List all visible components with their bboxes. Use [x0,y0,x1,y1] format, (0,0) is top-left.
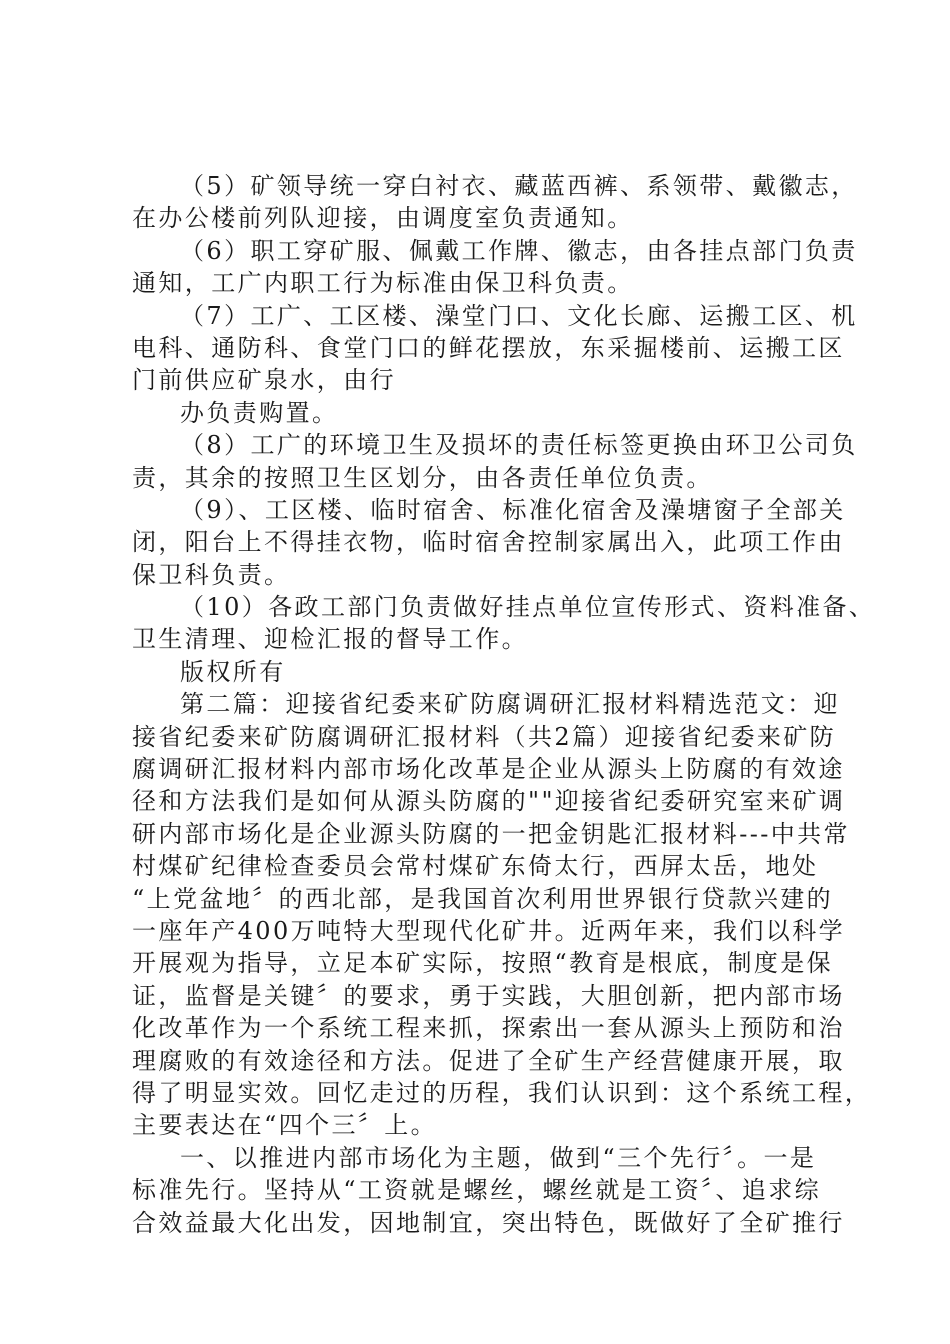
text-line: 村煤矿纪律检查委员会常村煤矿东倚太行，西屏太岳，地处 [132,852,819,881]
text-line: 电科、通防科、食堂门口的鲜花摆放，东采掘楼前、运搬工区 [132,333,845,362]
text-line: 闭，阳台上不得挂衣物，临时宿舍控制家属出入，此项工作由 [132,528,845,557]
text-line: （7）工广、工区楼、澡堂门口、文化长廊、运搬工区、机 [180,301,858,330]
document-body [132,170,876,1239]
text-line: 办负责购置。 [180,398,339,427]
text-line: （6）职工穿矿服、佩戴工作牌、徽志，由各挂点部门负责 [180,236,858,265]
text-line: 在办公楼前列队迎接，由调度室负责通知。 [132,204,634,233]
text-line: 卫生清理、迎检汇报的督导工作。 [132,625,528,654]
text-line: 接省纪委来矿防腐调研汇报材料（共2篇）迎接省纪委来矿防 [132,722,837,751]
text-line: （9）、工区楼、临时宿舍、标准化宿舍及澡塘窗子全部关 [180,495,846,524]
text-line: 理腐败的有效途径和方法。促进了全矿生产经营健康开展，取 [132,1046,845,1075]
text-line: （5）矿领导统一穿白衬衣、藏蓝西裤、系领带、戴徽志， [180,172,858,200]
text-line: “上党盆地〞的西北部，是我国首次利用世界银行贷款兴建的 [132,884,834,913]
text-line: 合效益最大化出发，因地制宜，突出特色，既做好了全矿推行 [132,1208,845,1237]
text-line: 腐调研汇报材料内部市场化改革是企业从源头上防腐的有效途 [132,755,845,784]
text-line: 开展观为指导，立足本矿实际，按照“教育是根底，制度是保 [132,949,834,978]
text-line: （10）各政工部门负责做好挂点单位宣传形式、资料准备、 [180,593,876,622]
text-line: 化改革作为一个系统工程来抓，探索出一套从源头上预防和治 [132,1014,845,1043]
text-line: 门前供应矿泉水，由行 [132,366,396,395]
text-line: 通知，工广内职工行为标准由保卫科负责。 [132,269,634,298]
text-line: 得了明显实效。回忆走过的历程，我们认识到：这个系统工程， [132,1078,872,1107]
text-line: 一座年产400万吨特大型现代化矿井。近两年来，我们以科学 [132,916,846,945]
text-line: 研内部市场化是企业源头防腐的一把金钥匙汇报材料---中共常 [132,819,850,848]
text-line: 保卫科负责。 [132,560,291,589]
text-line: （8）工广的环境卫生及损坏的责任标签更换由环卫公司负 [180,431,858,460]
text-line: 第二篇：迎接省纪委来矿防腐调研汇报材料精选范文：迎 [180,690,840,719]
text-line: 证，监督是关键〞的要求，勇于实践，大胆创新，把内部市场 [132,981,845,1010]
text-line: 主要表达在“四个三〞上。 [132,1111,438,1140]
text-line: 版权所有 [180,657,286,686]
text-line: 责，其余的按照卫生区划分，由各责任单位负责。 [132,463,713,492]
text-line: 标准先行。坚持从“工资就是螺丝，螺丝就是工资〞、追求综 [132,1176,822,1205]
text-line: 一、以推进内部市场化为主题，做到“三个先行〞。一是 [180,1143,817,1172]
text-line: 径和方法我们是如何从源头防腐的""迎接省纪委研究室来矿调 [132,787,846,816]
